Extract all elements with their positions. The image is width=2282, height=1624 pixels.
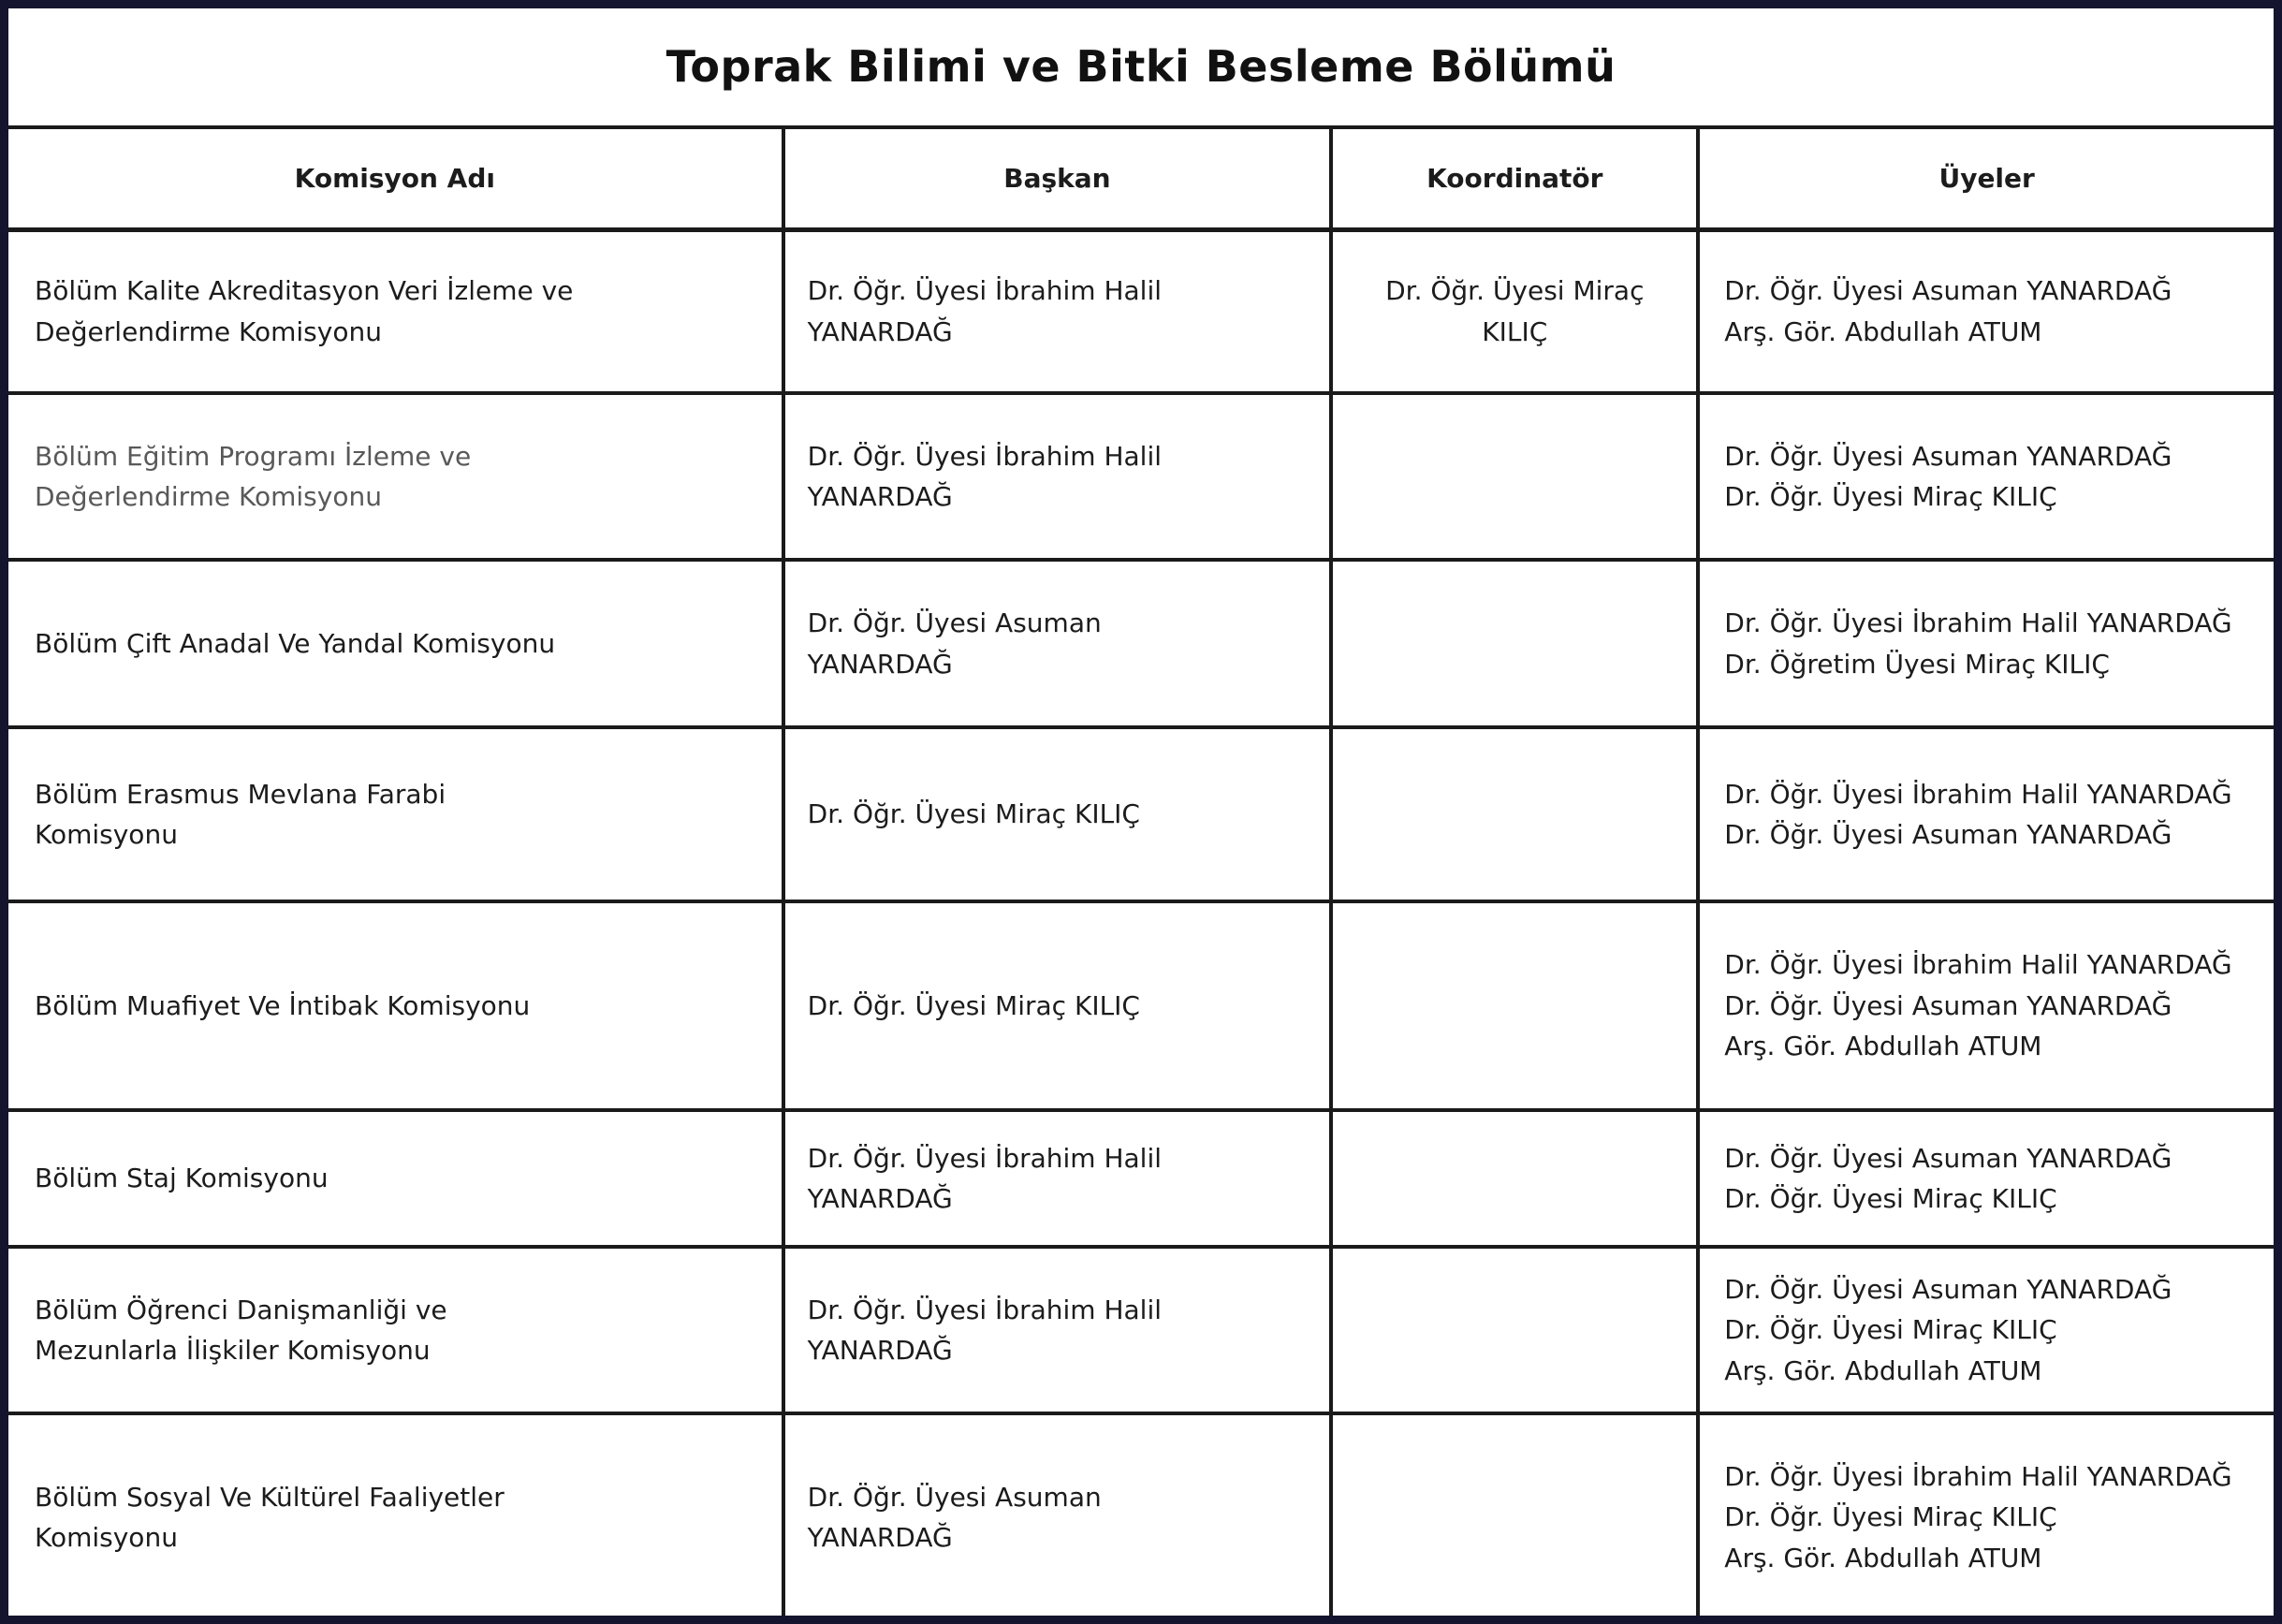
members-cell [1698,1413,2274,1619]
commission-name: Bölüm Öğrenci Danişmanliği ve Mezunlarla İlişkiler Komisyonu [35,1294,447,1366]
chair-name: Dr. Öğr. Üyesi İbrahim Halil YANARDAĞ [807,1142,1163,1214]
commission-name: Bölüm Sosyal Ve Kültürel Faaliyetler Komisyonu [35,1481,505,1553]
members-cell [1698,560,2274,727]
member-name: Dr. Öğr. Üyesi İbrahim Halil YANARDAĞ [1724,607,2232,639]
coordinator-cell [1331,229,1698,393]
members-cell [1698,901,2274,1110]
table-row [8,901,2274,1110]
column-header-koordinator: Koordinatör [1331,127,1698,229]
member-name: Arş. Gör. Abdullah ATUM [1724,315,2042,347]
commission-name: Bölüm Staj Komisyonu [35,1163,329,1194]
table-row [8,393,2274,560]
chair-name: Dr. Öğr. Üyesi Miraç KILIÇ [807,989,1140,1021]
member-name: Dr. Öğr. Üyesi İbrahim Halil YANARDAĞ [1724,778,2232,810]
member-name: Arş. Gör. Abdullah ATUM [1724,1031,2042,1062]
table-row [8,1247,2274,1413]
commission-name-cell [8,1110,783,1247]
member-name: Arş. Gör. Abdullah ATUM [1724,1354,2042,1386]
chair-cell [783,560,1332,727]
title-row [8,8,2274,127]
member-name: Dr. Öğr. Üyesi Asuman YANARDAĞ [1724,1273,2172,1305]
members-cell [1698,727,2274,901]
coordinator-cell [1331,727,1698,901]
member-name: Dr. Öğr. Üyesi Miraç KILIÇ [1724,1314,2057,1346]
chair-name: Dr. Öğr. Üyesi Miraç KILIÇ [807,798,1140,830]
coordinator-cell [1331,1413,1698,1619]
members-cell [1698,393,2274,560]
commission-name-cell [8,727,783,901]
member-name: Dr. Öğr. Üyesi Miraç KILIÇ [1724,1183,2057,1214]
chair-name: Dr. Öğr. Üyesi Asuman YANARDAĞ [807,607,1102,680]
column-header-uyeler: Üyeler [1698,127,2274,229]
chair-cell [783,393,1332,560]
chair-cell [783,1247,1332,1413]
member-name: Dr. Öğr. Üyesi İbrahim Halil YANARDAĞ [1724,1460,2232,1492]
member-name: Dr. Öğr. Üyesi İbrahim Halil YANARDAĞ [1724,949,2232,981]
chair-cell [783,1110,1332,1247]
member-name: Dr. Öğr. Üyesi Miraç KILIÇ [1724,1501,2057,1533]
member-name: Dr. Öğr. Üyesi Asuman YANARDAĞ [1724,819,2172,850]
chair-cell [783,229,1332,393]
chair-name: Dr. Öğr. Üyesi İbrahim Halil YANARDAĞ [807,275,1163,347]
coordinator-cell [1331,1110,1698,1247]
column-header-komisyon: Komisyon Adı [8,127,783,229]
table-row [8,229,2274,393]
commission-name-cell [8,1247,783,1413]
commission-name-cell [8,229,783,393]
members-cell [1698,1110,2274,1247]
commission-name: Bölüm Çift Anadal Ve Yandal Komisyonu [35,627,556,659]
chair-cell [783,1413,1332,1619]
coordinator-cell [1331,901,1698,1110]
members-cell [1698,1247,2274,1413]
table-row [8,1110,2274,1247]
member-name: Dr. Öğr. Üyesi Asuman YANARDAĞ [1724,1142,2172,1174]
chair-cell [783,901,1332,1110]
chair-name: Dr. Öğr. Üyesi İbrahim Halil YANARDAĞ [807,440,1163,512]
page-title: Toprak Bilimi ve Bitki Besleme Bölümü [666,40,1616,92]
table-row [8,560,2274,727]
commission-table [8,8,2274,1619]
commission-name-cell [8,560,783,727]
chair-name: Dr. Öğr. Üyesi Asuman YANARDAĞ [807,1481,1102,1553]
chair-name: Dr. Öğr. Üyesi İbrahim Halil YANARDAĞ [807,1294,1163,1366]
commission-name-cell [8,901,783,1110]
title-cell [8,8,2274,127]
table-row [8,1413,2274,1619]
member-name: Dr. Öğretim Üyesi Miraç KILIÇ [1724,648,2110,680]
commission-name: Bölüm Kalite Akreditasyon Veri İzleme ve Değerlendirme Komisyonu [35,275,574,347]
member-name: Dr. Öğr. Üyesi Asuman YANARDAĞ [1724,275,2172,307]
coordinator-name: Dr. Öğr. Üyesi Miraç KILIÇ [1385,275,1645,347]
member-name: Dr. Öğr. Üyesi Miraç KILIÇ [1724,481,2057,512]
commission-name-cell [8,1413,783,1619]
coordinator-cell [1331,393,1698,560]
column-header-baskan: Başkan [783,127,1332,229]
commission-name: Bölüm Muafiyet Ve İntibak Komisyonu [35,989,531,1021]
member-name: Dr. Öğr. Üyesi Asuman YANARDAĞ [1724,989,2172,1021]
table-row [8,727,2274,901]
commission-name-cell [8,393,783,560]
header-row [8,127,2274,229]
chair-cell [783,727,1332,901]
members-cell [1698,229,2274,393]
commission-name: Bölüm Eğitim Programı İzleme ve Değerlendirme Komisyonu [35,440,472,512]
member-name: Arş. Gör. Abdullah ATUM [1724,1542,2042,1573]
member-name: Dr. Öğr. Üyesi Asuman YANARDAĞ [1724,440,2172,472]
coordinator-cell [1331,1247,1698,1413]
coordinator-cell [1331,560,1698,727]
commission-name: Bölüm Erasmus Mevlana Farabi Komisyonu [35,778,446,850]
